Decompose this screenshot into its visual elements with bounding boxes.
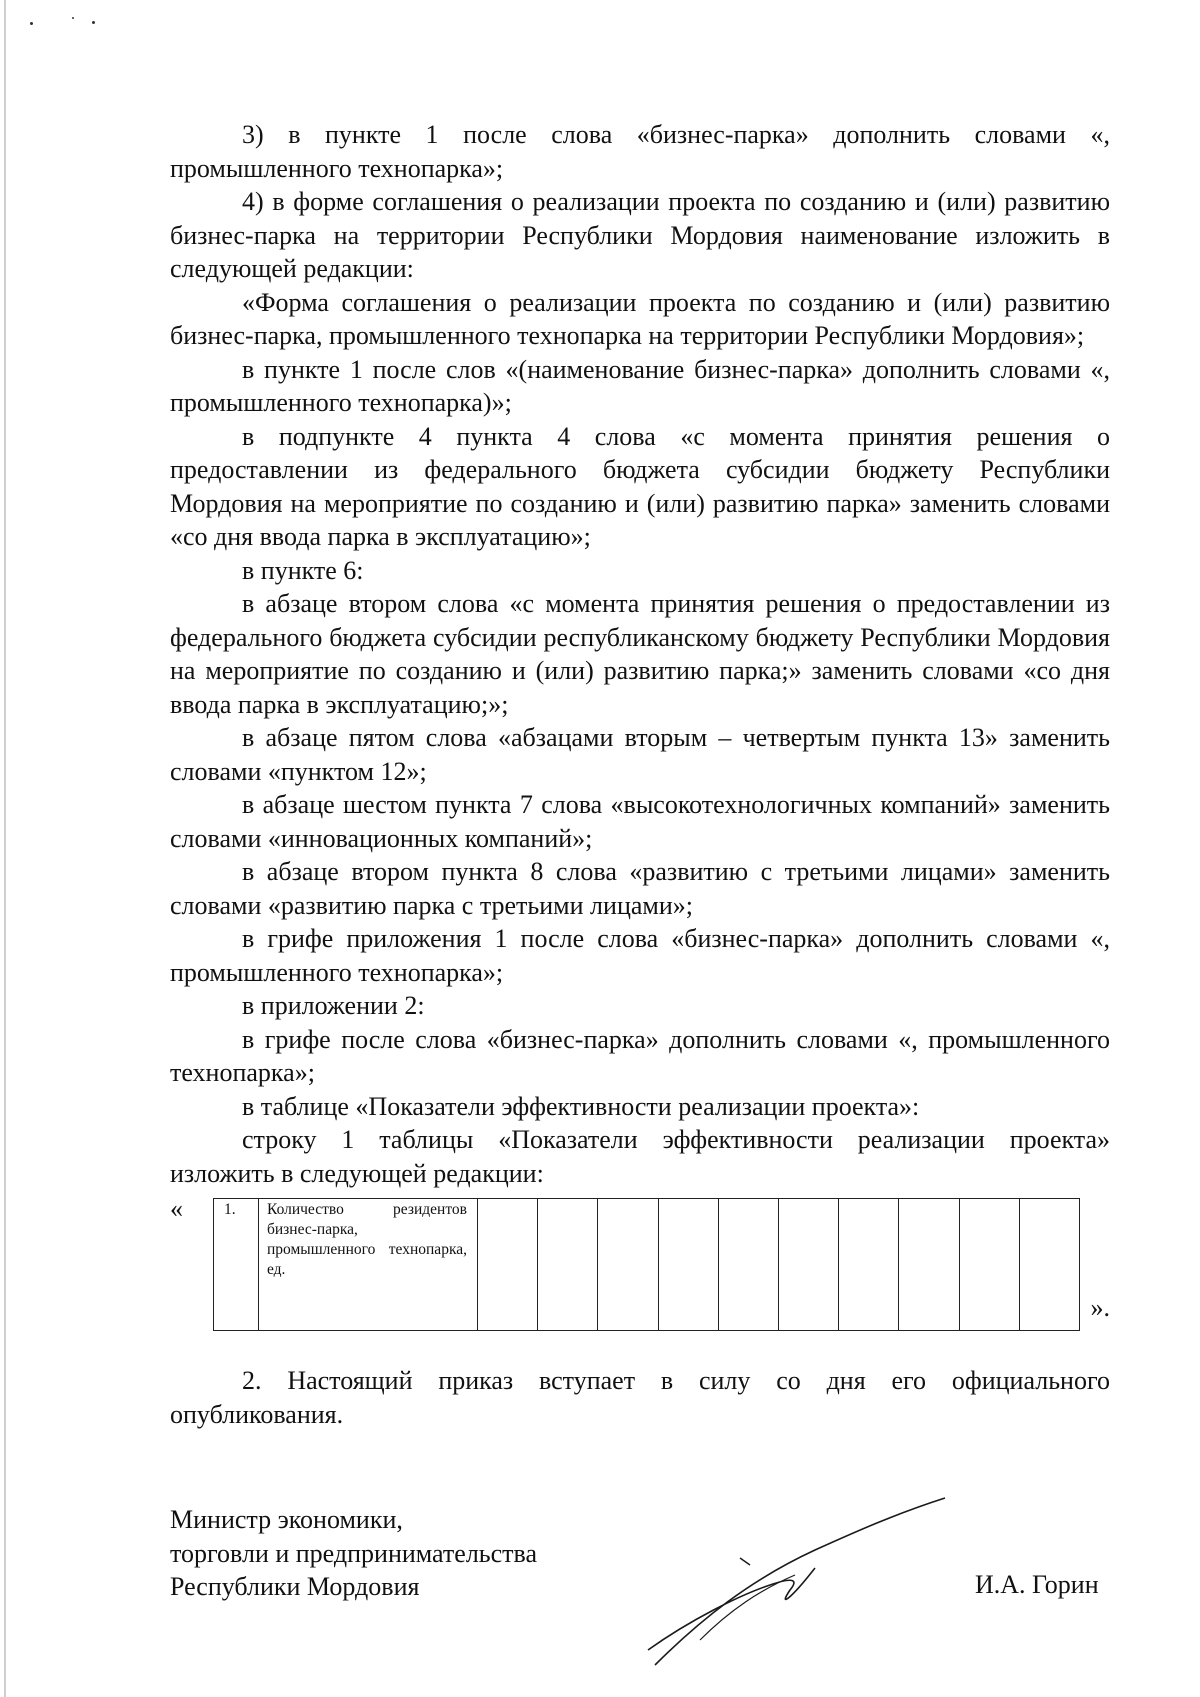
paragraph-clause-7: в абзаце шестом пункта 7 слова «высокотехнологичных компаний» заменить словами «инновационных компаний»; xyxy=(170,790,1110,853)
scan-speck xyxy=(30,22,33,25)
paragraph-clause-6-abz5: в абзаце пятом слова «абзацами вторым – четвертым пункта 13» заменить словами «пунктом 12»; xyxy=(170,723,1110,786)
signatory-name: И.А. Горин xyxy=(975,1570,1099,1599)
paragraph-appendix-2: в приложении 2: xyxy=(242,991,425,1020)
inserted-table-block xyxy=(170,1192,1110,1330)
table-cell-empty xyxy=(598,1199,658,1331)
signatory-line-3: Республики Мордовия xyxy=(170,1572,420,1601)
signatory-title xyxy=(170,1503,537,1604)
paragraph-appendix-2-grif: в грифе после слова «бизнес-парка» дополнить словами «, промышленного технопарка»; xyxy=(170,1024,1110,1087)
paragraph-clause-6-abz2: в абзаце втором слова «с момента принятия решения о предоставлении из федерального бюджета субсидии республиканскому бюджету Республики Мордовия на мероприятие по созданию и (или) развитию парка;» заменить словами «со дня ввода парка в эксплуатацию;»; xyxy=(170,589,1110,719)
table-row xyxy=(214,1199,1080,1331)
paragraph-clause-1: в пункте 1 после слов «(наименование бизнес-парка» дополнить словами «, промышленного технопарка)»; xyxy=(170,354,1110,417)
table-cell-empty xyxy=(538,1199,598,1331)
table-cell-empty xyxy=(1019,1199,1079,1331)
handwritten-signature xyxy=(640,1490,960,1680)
table-cell-name-text: Количество резидентов бизнес-парка, промышленного технопарка, ед. xyxy=(267,1201,467,1278)
paragraph-table-ref: в таблице «Показатели эффективности реализации проекта»: xyxy=(242,1091,920,1121)
paragraph-clause-6: в пункте 6: xyxy=(242,555,364,585)
indicators-table xyxy=(213,1198,1080,1331)
table-cell-empty xyxy=(778,1199,838,1331)
scan-speck xyxy=(92,21,95,24)
paragraph-form-title: «Форма соглашения о реализации проекта по созданию и (или) развитию бизнес-парка, промышленного технопарка на территории Республики Мордовия»; xyxy=(170,287,1110,350)
table-cell-empty xyxy=(959,1199,1019,1331)
paragraph-clause-4: в подпункте 4 пункта 4 слова «с момента принятия решения о предоставлении из федерального бюджета субсидии бюджету Республики Мордовия на мероприятие по созданию и (или) развитию парка» заменить словами «со дня ввода парка в эксплуатацию»; xyxy=(170,421,1110,551)
spacer xyxy=(170,1330,1110,1364)
table-cell-number: 1. xyxy=(214,1199,259,1331)
table-cell-empty xyxy=(899,1199,959,1331)
scan-edge-line xyxy=(4,0,6,1697)
document-body xyxy=(170,118,1110,1431)
paragraph-item-4: 4) в форме соглашения о реализации проекта по созданию и (или) развитию бизнес-парка на территории Республики Мордовия наименование изложить в следующей редакции: xyxy=(170,187,1110,283)
table-cell-empty xyxy=(658,1199,718,1331)
table-cell-empty xyxy=(839,1199,899,1331)
paragraph-appendix-1: в грифе приложения 1 после слова «бизнес-парка» дополнить словами «, промышленного технопарка»; xyxy=(170,924,1110,987)
open-quote: « xyxy=(170,1194,183,1223)
signatory-line-1: Министр экономики, xyxy=(170,1505,403,1534)
paragraph-effective-date: 2. Настоящий приказ вступает в силу со дня его официального опубликования. xyxy=(170,1366,1110,1429)
paragraph-row-1: строку 1 таблицы «Показатели эффективности реализации проекта» изложить в следующей редакции: xyxy=(170,1125,1110,1188)
close-quote: ». xyxy=(1090,1292,1110,1322)
table-cell-name xyxy=(259,1199,478,1331)
scan-speck xyxy=(72,17,74,19)
table-cell-empty xyxy=(718,1199,778,1331)
table-cell-empty xyxy=(478,1199,538,1331)
signatory-line-2: торговли и предпринимательства xyxy=(170,1538,538,1568)
paragraph-clause-8: в абзаце втором пункта 8 слова «развитию с третьими лицами» заменить словами «развитию парка с третьими лицами»; xyxy=(170,857,1110,920)
paragraph-item-3: 3) в пункте 1 после слова «бизнес-парка» дополнить словами «, промышленного технопарка»; xyxy=(170,120,1110,183)
